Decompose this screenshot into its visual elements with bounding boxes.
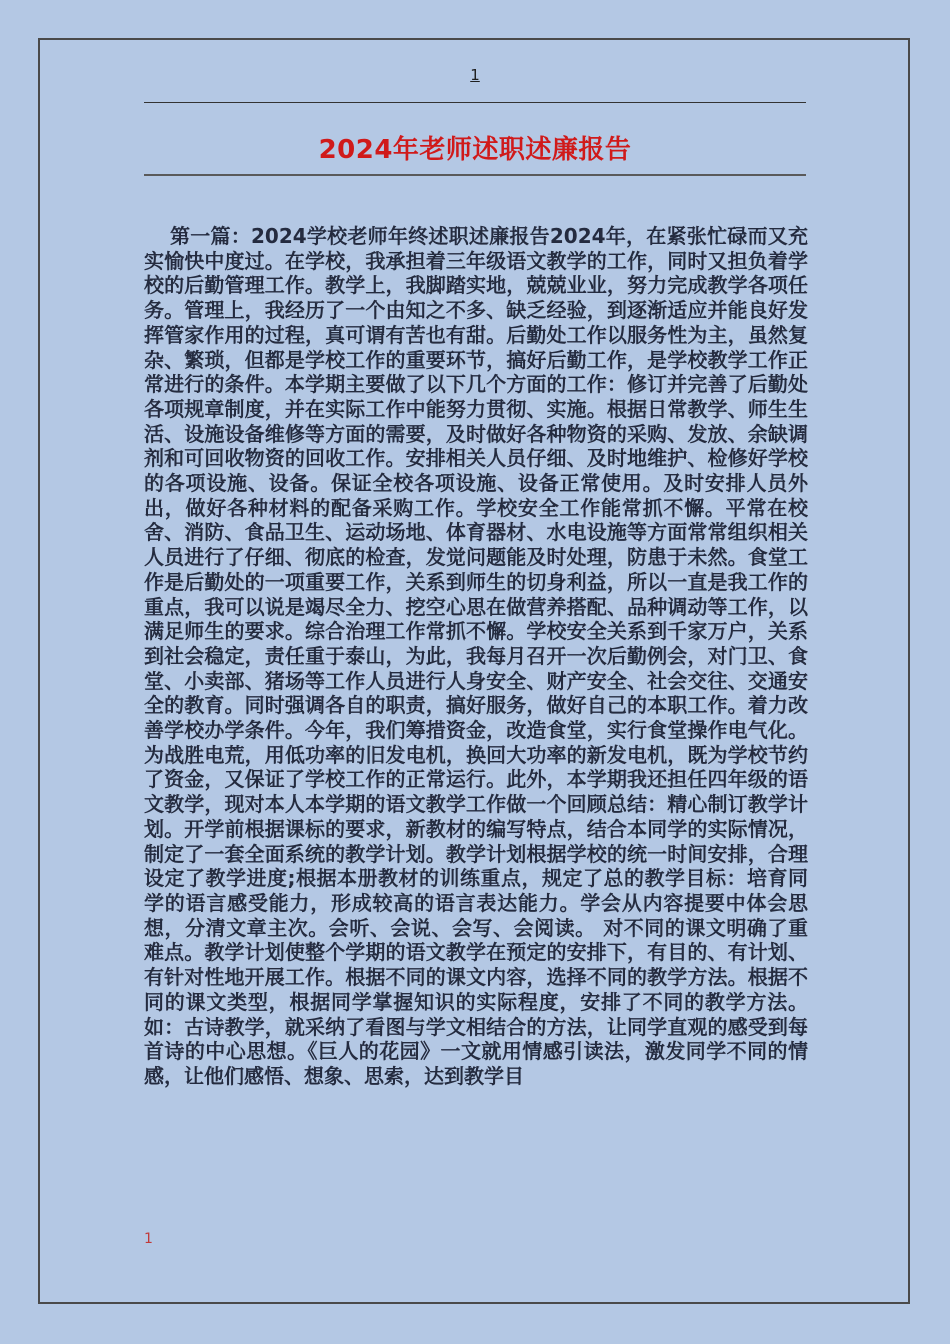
footer-page-number: 1 (144, 1231, 153, 1247)
document-body: 第一篇：2024学校老师年终述职述廉报告2024年，在紧张忙碌而又充实愉快中度过。在学校，我承担着三年级语文教学的工作，同时又担负着学校的后勤管理工作。教学上，我脚踏实地，兢兢业业，努力完成教学各项任务。管理上，我经历了一个由知之不多、缺乏经验，到逐渐适应并能良好发挥管家作用的过程，真可谓有苦也有甜。后勤处工作以服务性为主，虽然复杂、繁琐，但都是学校工作的重要环节，搞好后勤工作，是学校教学工作正常进行的条件。本学期主要做了以下几个方面的工作：修订并完善了后勤处各项规章制度，并在实际工作中能努力贯彻、实施。根据日常教学、师生生活、设施设备维修等方面的需要，及时做好各种物资的采购、发放、余缺调剂和可回收物资的回收工作。安排相关人员仔细、及时地维护、检修好学校的各项设施、设备。保证全校各项设施、设备正常使用。及时安排人员外出，做好各种材料的配备采购工作。学校安全工作能常抓不懈。平常在校舍、消防、食品卫生、运动场地、体育器材、水电设施等方面常常组织相关人员进行了仔细、彻底的检查，发觉问题能及时处理，防患于未然。食堂工作是后勤处的一项重要工作，关系到师生的切身利益，所以一直是我工作的重点，我可以说是竭尽全力、挖空心思在做营养搭配、品种调动等工作，以满足师生的要求。综合治理工作常抓不懈。学校安全关系到千家万户，关系到社会稳定，责任重于泰山，为此，我每月召开一次后勤例会，对门卫、食堂、小卖部、猪场等工作人员进行人身安全、财产安全、社会交往、交通安全的教育。同时强调各自的职责，搞好服务，做好自己的本职工作。着力改善学校办学条件。今年，我们筹措资金，改造食堂，实行食堂操作电气化。为战胜电荒，用低功率的旧发电机，换回大功率的新发电机，既为学校节约了资金，又保证了学校工作的正常运行。此外，本学期我还担任四年级的语文教学，现对本人本学期的语文教学工作做一个回顾总结：精心制订教学计划。开学前根据课标的要求，新教材的编写特点，结合本同学的实际情况，制定了一套全面系统的教学计划。教学计划根据学校的统一时间安排，合理设定了教学进度;根据本册教材的训练重点，规定了总的教学目标：培育同学的语言感受能力，形成较高的语言表达能力。学会从内容提要中体会思想，分清文章主次。会听、会说、会写、会阅读。 对不同的课文明确了重难点。教学计划使整个学期的语文教学在预定的安排下，有目的、有计划、有针对性地开展工作。根据不同的课文内容，选择不同的教学方法。根据不同的课文类型，根据同学掌握知识的实际程度，安排了不同的教学方法。如：古诗教学，就采纳了看图与学文相结合的方法，让同学直观的感受到每首诗的中心思想。《巨人的花园》一文就用情感引读法，激发同学不同的情感，让他们感悟、想象、思索，达到教学目 (144, 224, 808, 1088)
title-divider (144, 174, 806, 176)
header-page-number: 1 (470, 66, 480, 84)
document-title: 2024年老师述职述廉报告 (318, 135, 632, 165)
header-divider (144, 102, 806, 103)
